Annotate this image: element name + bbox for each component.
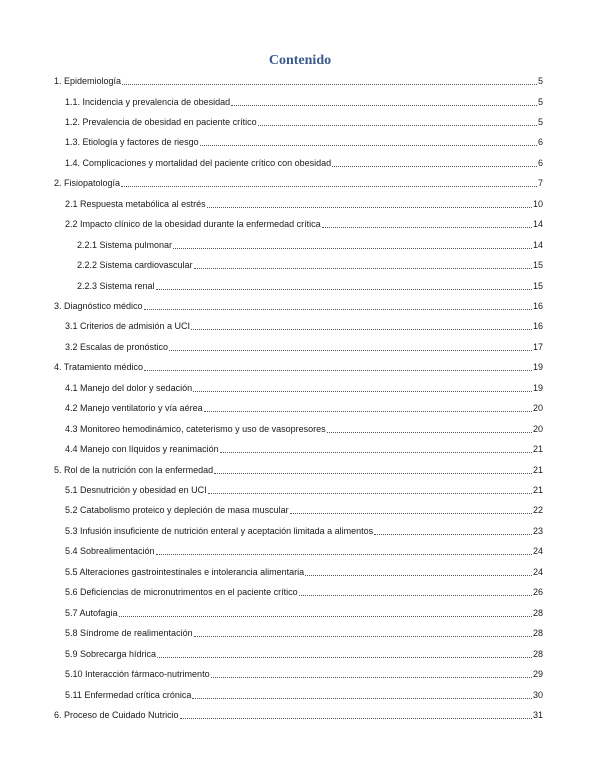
toc-entry-page-number: 30 <box>532 689 543 700</box>
toc-entry[interactable] <box>65 626 543 639</box>
toc-entry-page-number: 5 <box>537 96 543 107</box>
toc-entry-page-number: 14 <box>532 219 543 230</box>
toc-entry-label: 5.2 Catabolismo proteico y depleción de masa muscular <box>65 505 289 516</box>
toc-entry-page-number: 17 <box>532 341 543 352</box>
toc-dot-leader <box>299 594 532 596</box>
toc-entry[interactable] <box>54 299 543 312</box>
toc-entry-page-number: 20 <box>532 403 543 414</box>
toc-entry-label: 4.3 Monitoreo hemodinámico, cateterismo y uso de vasopresores <box>65 423 326 434</box>
toc-entry-page-number: 16 <box>532 300 543 311</box>
toc-entry-label: 4.4 Manejo con líquidos y reanimación <box>65 444 219 455</box>
toc-entry-label: 2.2 Impacto clínico de la obesidad durante la enfermedad crítica <box>65 219 321 230</box>
toc-dot-leader <box>194 267 532 269</box>
toc-entry[interactable] <box>65 585 543 598</box>
toc-dot-leader <box>194 635 532 637</box>
toc-entry[interactable] <box>65 422 543 435</box>
toc-dot-leader <box>122 83 537 85</box>
toc-entry-label: 5.6 Deficiencias de micronutrimentos en el paciente crítico <box>65 587 298 598</box>
toc-entry[interactable] <box>65 115 543 128</box>
toc-entry[interactable] <box>54 463 543 476</box>
toc-title: Contenido <box>268 53 332 68</box>
toc-dot-leader <box>156 288 532 290</box>
toc-entry-label: 3. Diagnóstico médico <box>54 300 143 311</box>
toc-entry[interactable] <box>65 135 543 148</box>
toc-entry[interactable] <box>65 524 543 537</box>
toc-dot-leader <box>305 574 532 576</box>
toc-entry-label: 4.1 Manejo del dolor y sedación <box>65 382 193 393</box>
toc-dot-leader <box>208 492 532 494</box>
toc-entry-page-number: 22 <box>532 505 543 516</box>
toc-entry-label: 2.2.3 Sistema renal <box>77 280 155 291</box>
toc-entry-label: 2.2.1 Sistema pulmonar <box>77 239 173 250</box>
toc-entry-label: 5.8 Síndrome de realimentación <box>65 628 193 639</box>
toc-entry-page-number: 5 <box>537 76 543 86</box>
toc-entry-page-number: 14 <box>532 239 543 250</box>
toc-dot-leader <box>231 104 537 106</box>
toc-entry-page-number: 28 <box>532 648 543 659</box>
toc-dot-leader <box>169 349 532 351</box>
toc-entry-page-number: 20 <box>532 423 543 434</box>
toc-entry-label: 5.9 Sobrecarga hídrica <box>65 648 157 659</box>
toc-dot-leader <box>144 369 532 371</box>
toc-entry-label: 1.3. Etiología y factores de riesgo <box>65 137 199 148</box>
toc-entry-label: 5.7 Autofagia <box>65 607 118 618</box>
toc-dot-leader <box>193 390 532 392</box>
toc-entry[interactable] <box>65 381 543 394</box>
toc-dot-leader <box>191 328 532 330</box>
toc-dot-leader <box>192 697 532 699</box>
toc-entry-page-number: 15 <box>532 260 543 270</box>
toc-entry-page-number: 28 <box>532 607 543 618</box>
toc-entry[interactable] <box>77 258 543 271</box>
toc-entry-page-number: 28 <box>532 628 543 639</box>
toc-dot-leader <box>156 553 532 555</box>
toc-entry-page-number: 19 <box>532 362 543 373</box>
toc-entry-page-number: 23 <box>532 525 543 536</box>
toc-entry[interactable] <box>65 565 543 578</box>
toc-entry-label: 5.11 Enfermedad crítica crónica <box>65 689 192 700</box>
toc-dot-leader <box>173 247 532 249</box>
toc-entry[interactable] <box>54 708 543 721</box>
toc-dot-leader <box>207 206 532 208</box>
toc-entry[interactable] <box>65 401 543 414</box>
toc-entry-label: 1.2. Prevalencia de obesidad en paciente crítico <box>65 116 257 127</box>
toc-entry[interactable] <box>65 340 543 353</box>
toc-entry[interactable] <box>65 217 543 230</box>
toc-entry[interactable] <box>65 544 543 557</box>
toc-entry-label: 1.1. Incidencia y prevalencia de obesidad <box>65 96 231 107</box>
toc-entry[interactable] <box>65 319 543 332</box>
toc-entry[interactable] <box>65 503 543 516</box>
toc-entry-page-number: 6 <box>537 137 543 148</box>
toc-entry-label: 3.1 Criterios de admisión a UCI <box>65 321 191 332</box>
toc-entry[interactable] <box>77 279 543 292</box>
toc-entry-page-number: 21 <box>532 464 543 475</box>
toc-entry-label: 5.1 Desnutrición y obesidad en UCI <box>65 485 207 495</box>
toc-dot-leader <box>180 717 532 719</box>
toc-entry-label: 4. Tratamiento médico <box>54 362 144 373</box>
toc-entry[interactable] <box>65 667 543 680</box>
toc-entry-page-number: 29 <box>532 669 543 679</box>
toc-dot-leader <box>200 144 537 146</box>
toc-entry[interactable] <box>65 688 543 701</box>
toc-dot-leader <box>121 185 537 187</box>
toc-entry-label: 2.1 Respuesta metabólica al estrés <box>65 198 206 209</box>
toc-dot-leader <box>220 451 532 453</box>
toc-entry-label: 5.3 Infusión insuficiente de nutrición enteral y aceptación limitada a alimentos <box>65 525 374 536</box>
toc-dot-leader <box>211 676 532 678</box>
toc-entry-label: 4.2 Manejo ventilatorio y vía aérea <box>65 403 203 414</box>
toc-entry-page-number: 6 <box>537 157 543 168</box>
toc-entry-page-number: 21 <box>532 444 543 455</box>
toc-entry[interactable] <box>65 483 543 496</box>
toc-entry[interactable] <box>65 197 543 210</box>
toc-entry[interactable] <box>65 606 543 619</box>
toc-entry-label: 2.2.2 Sistema cardiovascular <box>77 260 193 270</box>
toc-entry-label: 5.10 Interacción fármaco-nutrimento <box>65 669 210 679</box>
toc-dot-leader <box>214 472 532 474</box>
toc-entry-page-number: 21 <box>532 485 543 495</box>
toc-entry-label: 5.4 Sobrealimentación <box>65 546 155 557</box>
toc-entry-page-number: 24 <box>532 546 543 557</box>
toc-dot-leader <box>157 656 532 658</box>
toc-entry[interactable] <box>54 176 543 189</box>
toc-dot-leader <box>119 615 532 617</box>
toc-entry-page-number: 10 <box>532 198 543 209</box>
toc-entry-label: 5.5 Alteraciones gastrointestinales e intolerancia alimentaria <box>65 566 305 577</box>
toc-entry-label: 6. Proceso de Cuidado Nutricio <box>54 709 179 720</box>
toc-entry-label: 1. Epidemiología <box>54 76 122 86</box>
toc-entry-label: 1.4. Complicaciones y mortalidad del paciente crítico con obesidad <box>65 157 332 168</box>
toc-entry-page-number: 7 <box>537 178 543 189</box>
toc-entry-label: 2. Fisiopatología <box>54 178 121 189</box>
toc-entry[interactable] <box>65 442 543 455</box>
toc-entry[interactable] <box>65 647 543 660</box>
toc-entry-page-number: 24 <box>532 566 543 577</box>
toc-dot-leader <box>204 410 532 412</box>
toc-entry[interactable] <box>77 238 543 251</box>
toc-dot-leader <box>322 226 532 228</box>
toc-entry-page-number: 31 <box>532 709 543 720</box>
toc-dot-leader <box>258 124 537 126</box>
toc-dot-leader <box>290 512 532 514</box>
toc-entry-page-number: 15 <box>532 280 543 291</box>
toc-entry[interactable] <box>54 360 543 373</box>
toc-entry-label: 3.2 Escalas de pronóstico <box>65 341 169 352</box>
toc-entry[interactable] <box>65 156 543 169</box>
toc-dot-leader <box>327 431 532 433</box>
toc-entry-page-number: 26 <box>532 587 543 598</box>
toc-entry-page-number: 16 <box>532 321 543 332</box>
toc-dot-leader <box>374 533 532 535</box>
toc-dot-leader <box>144 308 532 310</box>
toc-entry[interactable] <box>65 95 543 108</box>
toc-entry-page-number: 5 <box>537 116 543 127</box>
toc-entry-label: 5. Rol de la nutrición con la enfermedad <box>54 464 214 475</box>
toc-entry-page-number: 19 <box>532 382 543 393</box>
toc-dot-leader <box>332 165 537 167</box>
toc-entry[interactable] <box>54 74 543 87</box>
